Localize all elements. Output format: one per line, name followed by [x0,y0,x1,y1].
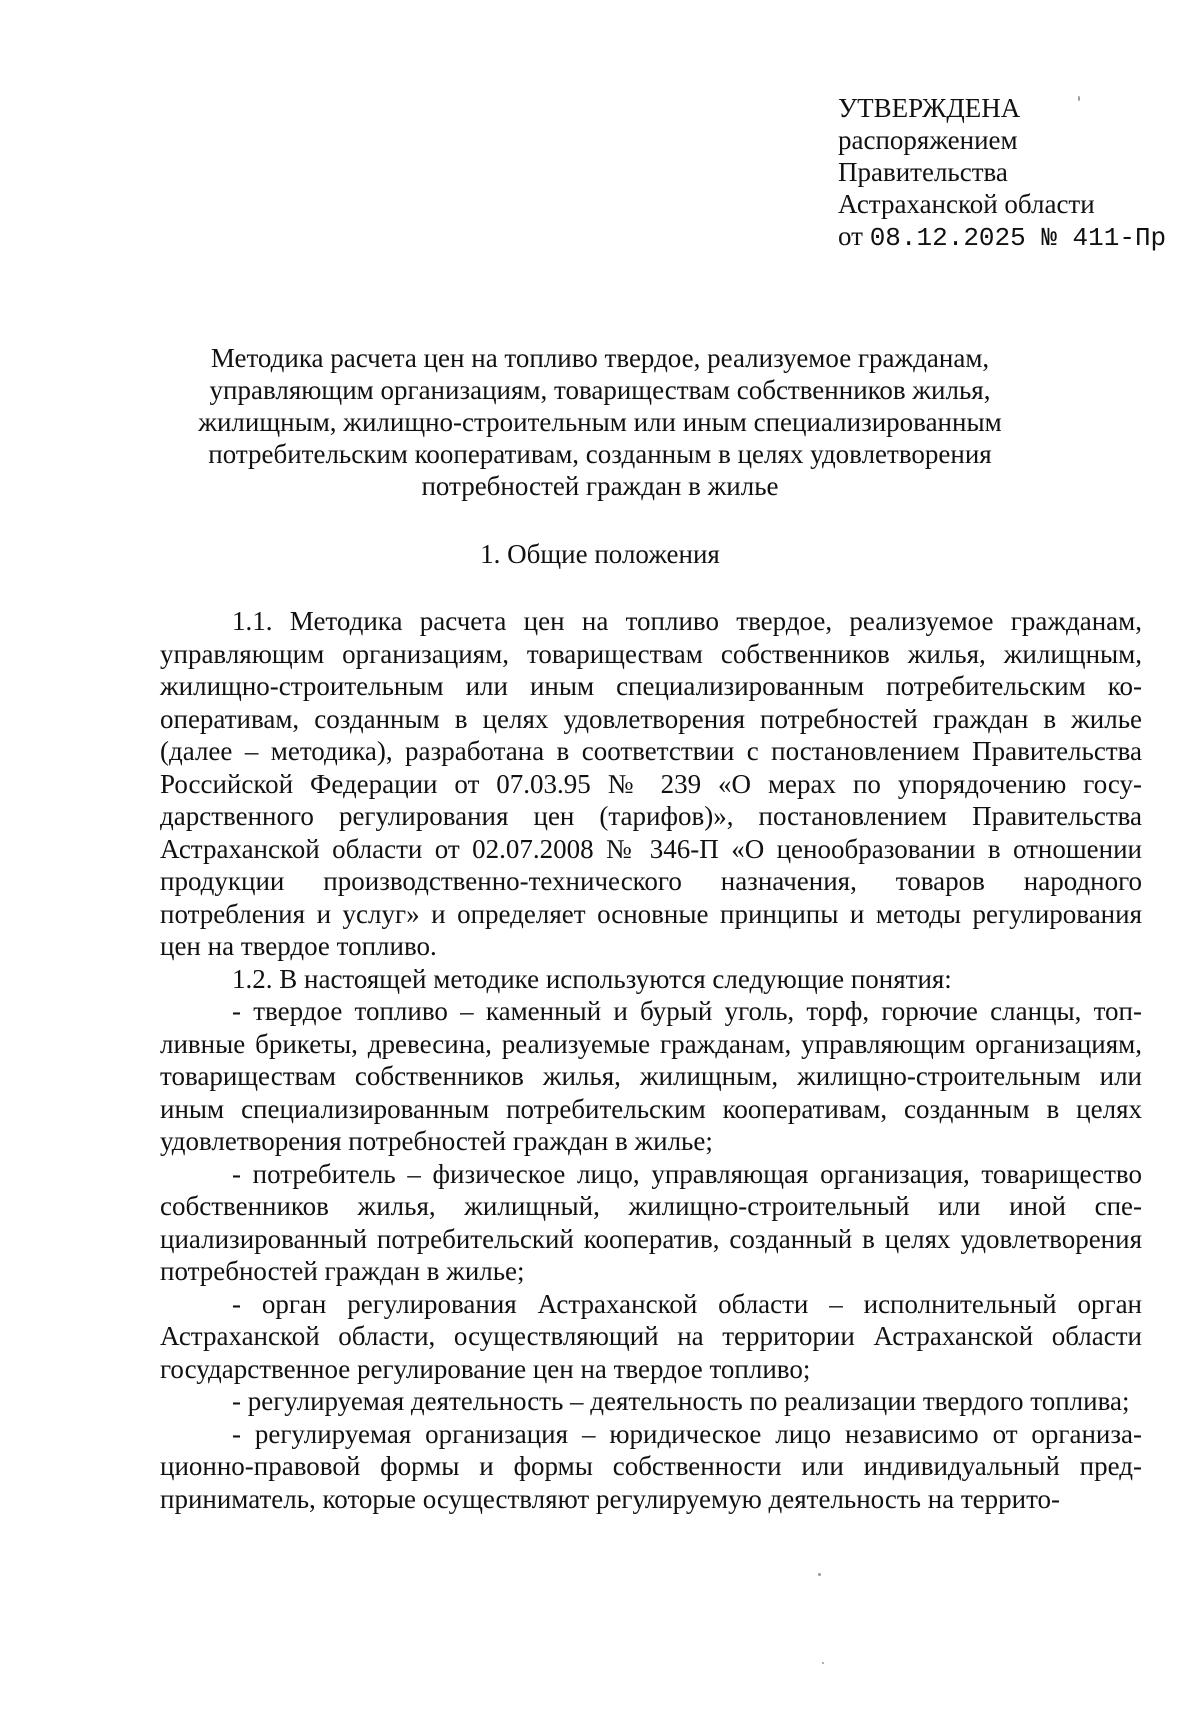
definition-consumer: - потребитель – физическое лицо, управляющая организация, товарищество собственников жилья, жилищный, жилищно-строительный или иной специализированный потребительский кооператив, созданный в целях удовлетворения потребностей граждан в жилье; [160,1158,1142,1286]
title-line: потребительским кооперативам, созданным в целях удовлетворения [208,439,992,469]
definition-regulated-activity: - регулируемая деятельность – деятельность по реализации твердого топлива; [232,1386,1130,1416]
paragraph-1-2: 1.2. В настоящей методике используются следующие понятия: [232,963,952,994]
section-heading-general: 1. Общие положения [480,539,720,569]
title-line: Методика расчета цен на топливо твердое, реализуемое гражданам, [210,343,990,373]
definition-solid-fuel: - твердое топливо – каменный и бурый уголь, торф, горючие сланцы, топливные брикеты, древесина, реализуемые гражданам, управляющим организациям, товариществам собственников жилья, жилищным, жилищно-строительным или иным специализированным потребительским кооперативам, созданным в целях удовлетворения потребностей граждан в жилье; [160,996,1142,1156]
approval-status: УТВЕРЖДЕНА [838,93,1021,123]
document-body [160,605,1142,1515]
scan-speck [818,1573,821,1576]
approval-date-prefix: от [838,221,863,251]
approval-document-type: распоряжением [838,125,1018,155]
definition-regulated-organization: - регулируемая организация – юридическое лицо независимо от организационно-правовой формы и формы собственности или индивидуальный предприниматель, которые осуществляют регулируемую деятельность на террито- [160,1418,1142,1514]
approval-date-number: 08.12.2025 № 411-Пр [869,223,1167,253]
definition-regulator: - орган регулирования Астраханской области – исполнительный орган Астраханской области, осуществляющий на территории Астраханской области государственное регулирование цен на твердое топливо; [160,1288,1142,1384]
approval-stamp-block [838,92,1166,254]
approval-date-line [838,220,1166,254]
scan-speck [822,1662,824,1664]
document-title [150,342,1050,502]
approval-region: Астраханской области [838,189,1095,219]
approval-authority: Правительства [838,157,1008,187]
title-line: управляющим организациям, товариществам собственников жилья, [209,375,991,405]
title-line: жилищным, жилищно-строительным или иным специализированным [198,407,1002,437]
paragraph-1-1: 1.1. Методика расчета цен на топливо твердое, реализуемое гражданам, управляющим организациям, товариществам собственников жилья, жилищным, жилищно-строительным или иным специализированным потребительским кооперативам, созданным в целях удовлетворения потребностей граждан в жилье (далее – методика), разработана в соответствии с постановлением Правительства Российской Федерации от 07.03.95 № 239 «О мерах по упорядочению государственного регулирования цен (тарифов)», постановлением Правительства Астраханской области от 02.07.2008 № 346-П «О ценообразовании в отношении продукции производственно-технического назначения, товаров народного потребления и услуг» и определяет основные принципы и методы регулирования цен на твердое топливо. [160,606,1142,961]
scan-speck [1078,96,1080,101]
title-line: потребностей граждан в жилье [421,471,779,501]
